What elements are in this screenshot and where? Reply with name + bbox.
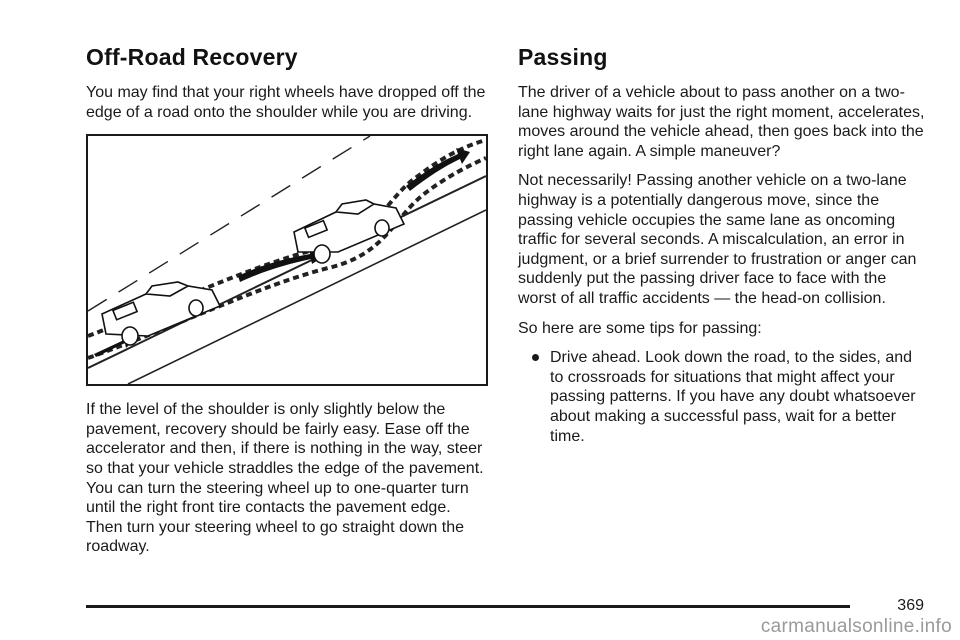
passing-paragraph-1: The driver of a vehicle about to pass another on a two-lane highway waits for just the right moment, accelerates, moves around the vehicle ahead, then goes back into the right lane again. A simple maneuver? <box>518 84 925 160</box>
watermark-text: carmanualsonline.info <box>760 616 952 637</box>
section-heading-off-road-recovery: Off-Road Recovery <box>86 44 298 70</box>
off-road-body-paragraph: If the level of the shoulder is only slightly below the pavement, recovery should be fairly easy. Ease off the accelerator and then, if there is nothing in the way, steer so that your vehicle straddles the edge of the pavement. You can turn the steering wheel up to one-quarter turn until the right front tire contacts the pavement edge. Then turn your steering wheel to go straight down the roadway. <box>86 401 484 556</box>
bullet-icon <box>532 354 539 361</box>
off-road-recovery-figure <box>86 134 488 386</box>
section-heading-passing: Passing <box>518 44 608 70</box>
passing-paragraph-3: So here are some tips for passing: <box>518 319 762 337</box>
passing-paragraph-2: Not necessarily! Passing another vehicle on a two-lane highway is a potentially dangerous move, since the passing vehicle occupies the same lane as oncoming traffic for several seconds. A miscalculation, an error in judgment, or a brief surrender to frustration or anger can suddenly put the passing driver face to face with the worst of all traffic accidents — the head-on collision. <box>518 172 917 307</box>
page-number: 369 <box>897 597 924 614</box>
off-road-recovery-illustration-icon <box>88 136 486 384</box>
passing-tips-list <box>518 348 928 446</box>
off-road-intro-paragraph: You may find that your right wheels have dropped off the edge of a road onto the shoulder while you are driving. <box>86 84 486 121</box>
left-column <box>86 44 490 567</box>
footer-divider <box>86 605 850 608</box>
tip-text: Drive ahead. Look down the road, to the sides, and to crossroads for situations that might affect your passing patterns. If you have any doubt whatsoever about making a successful pass, wait for a better time. <box>550 349 916 445</box>
right-column <box>518 44 928 446</box>
list-item <box>532 348 928 446</box>
